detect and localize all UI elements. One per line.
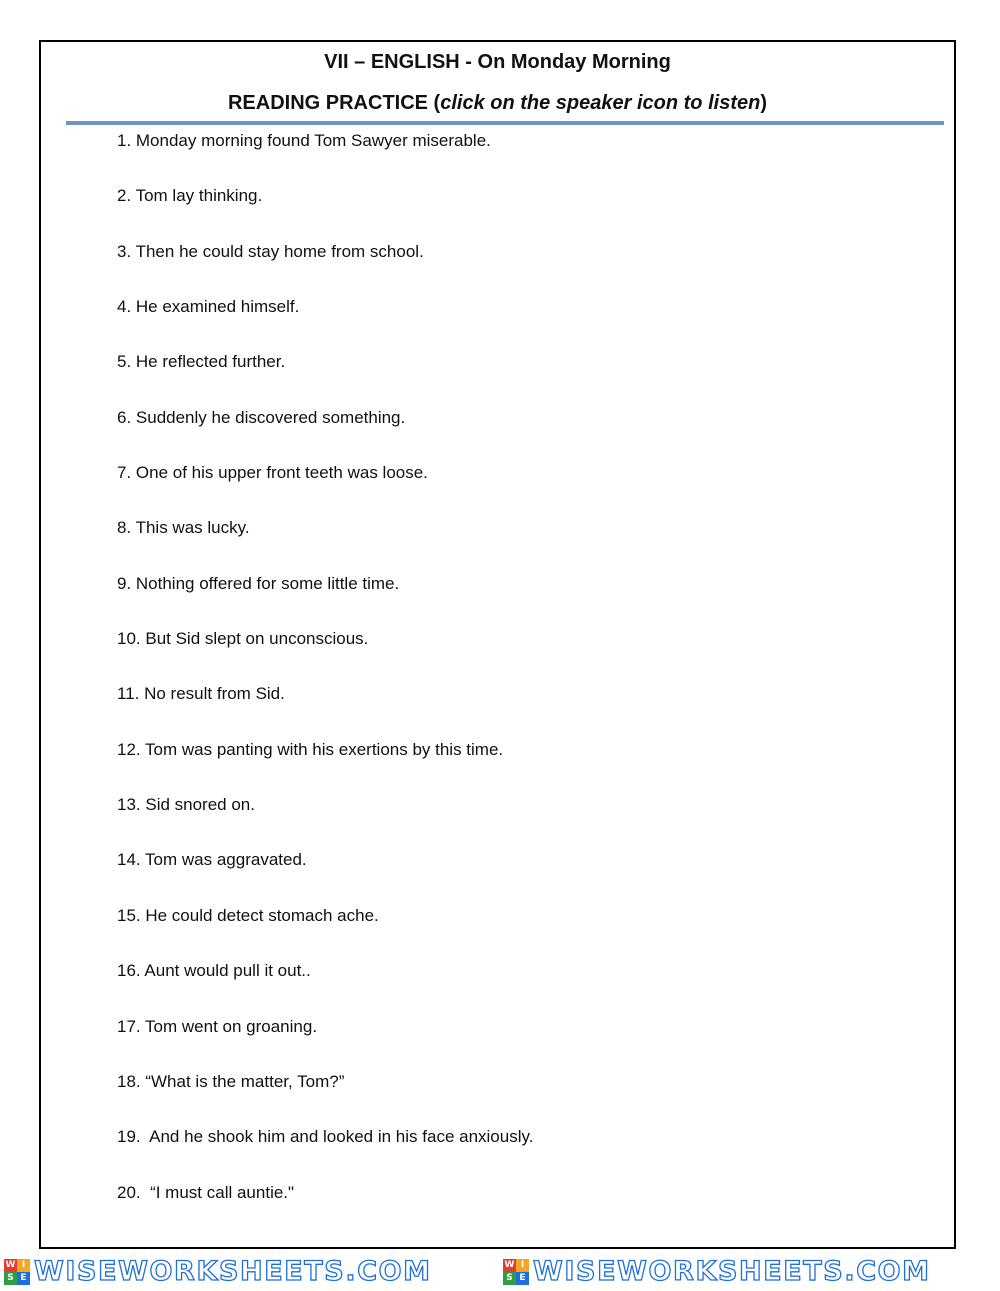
subtitle-close: ) [760, 92, 767, 114]
sentence-item[interactable]: 17. Tom went on groaning. [117, 1016, 318, 1036]
logo-letter: E [516, 1272, 529, 1285]
sentence-item[interactable]: 5. He reflected further. [117, 352, 286, 372]
sentence-item[interactable]: 15. He could detect stomach ache. [117, 905, 379, 925]
worksheet-subtitle [41, 89, 954, 117]
brand-logo-icon [503, 1259, 529, 1285]
sentence-list [117, 127, 533, 1234]
worksheet-frame [39, 40, 956, 1249]
sentence-item[interactable]: 20. “I must call auntie." [117, 1182, 295, 1202]
brand-watermark [503, 1256, 931, 1288]
logo-letter: I [17, 1259, 30, 1272]
subtitle-instruction: click on the speaker icon to listen [440, 92, 761, 114]
sentence-item[interactable]: 4. He examined himself. [117, 297, 300, 317]
sentence-item[interactable]: 10. But Sid slept on unconscious. [117, 629, 369, 649]
sentence-item[interactable]: 11. No result from Sid. [117, 684, 285, 704]
sentence-item[interactable]: 8. This was lucky. [117, 518, 250, 538]
logo-letter: E [17, 1272, 30, 1285]
sentence-item[interactable]: 18. “What is the matter, Tom?” [117, 1071, 345, 1091]
sentence-item[interactable]: 3. Then he could stay home from school. [117, 241, 424, 261]
header-divider [66, 121, 944, 125]
brand-watermark [4, 1256, 432, 1288]
brand-text: WISEWORKSHEETS.COM [533, 1256, 931, 1287]
sentence-item[interactable]: 2. Tom lay thinking. [117, 186, 263, 206]
sentence-item[interactable]: 6. Suddenly he discovered something. [117, 407, 406, 427]
logo-letter: S [503, 1272, 516, 1285]
sentence-item[interactable]: 16. Aunt would pull it out.. [117, 961, 311, 981]
subtitle-main: READING PRACTICE ( [227, 92, 441, 114]
sentence-item[interactable]: 19. And he shook him and looked in his face anxiously. [117, 1127, 534, 1147]
sentence-item[interactable]: 12. Tom was panting with his exertions by this time. [117, 739, 504, 759]
brand-text: WISEWORKSHEETS.COM [34, 1256, 432, 1287]
logo-letter: W [504, 1260, 515, 1270]
sentence-item[interactable]: 1. Monday morning found Tom Sawyer miserable. [117, 131, 491, 150]
footer-watermark [0, 1256, 1000, 1288]
logo-letter: W [5, 1260, 16, 1270]
sentence-item[interactable]: 7. One of his upper front teeth was loose. [117, 463, 428, 483]
sentence-item[interactable]: 13. Sid snored on. [117, 795, 255, 815]
sentence-item[interactable]: 14. Tom was aggravated. [117, 850, 307, 870]
logo-letter: I [516, 1259, 529, 1272]
logo-letter: S [4, 1272, 17, 1285]
brand-logo-icon [4, 1259, 30, 1285]
worksheet-title: VII – ENGLISH - On Monday Morning [324, 51, 671, 73]
sentence-item[interactable]: 9. Nothing offered for some little time. [117, 573, 400, 593]
